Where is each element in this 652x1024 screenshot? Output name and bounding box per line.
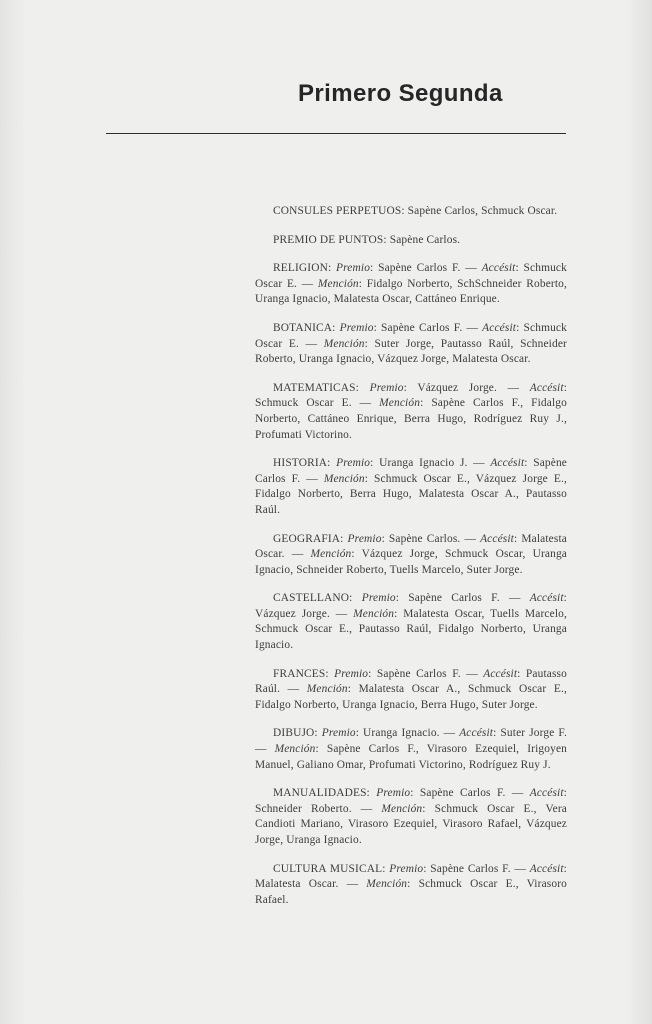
- subject-heading: MATEMATICAS:: [273, 381, 359, 394]
- award-text: : Vázquez Jorge. —: [255, 592, 567, 620]
- subject-heading: PREMIO DE PUNTOS:: [273, 233, 387, 246]
- award-category-label: Premio: [389, 862, 424, 875]
- subject-heading: BOTANICA:: [273, 321, 336, 334]
- award-category-label: Accésit: [459, 727, 494, 740]
- award-category-label: Mención: [366, 878, 408, 891]
- award-text: : Sapène Carlos. —: [381, 532, 481, 545]
- award-text: : Schmuck Oscar E., Vázquez Jorge E., Fidalgo Norberto, Berra Hugo, Malatesta Oscar A., Pautasso Raúl.: [255, 472, 567, 516]
- award-category-label: Premio: [339, 321, 374, 334]
- subject-heading: DIBUJO:: [273, 727, 318, 740]
- award-text: : Sapène Carlos F. —: [373, 321, 483, 334]
- award-category-label: Accésit: [529, 862, 564, 875]
- awards-list: [255, 204, 567, 921]
- award-category-label: Mención: [310, 548, 352, 561]
- award-text: : Malatesta Oscar A., Schmuck Oscar E., Fidalgo Norberto, Uranga Ignacio, Berra Hugo, Suter Jorge.: [255, 683, 567, 711]
- award-category-label: Premio: [376, 787, 411, 800]
- award-text: : Schmuck Oscar E. —: [255, 321, 567, 350]
- award-paragraph: [255, 726, 567, 773]
- award-text: : Sapène Carlos F. —: [255, 457, 568, 485]
- award-text: : Suter Jorge F. —: [255, 727, 567, 756]
- award-paragraph: [255, 321, 567, 368]
- award-paragraph: [255, 862, 567, 909]
- award-paragraph: [255, 786, 567, 848]
- award-text: : Schmuck Oscar E., Vera Candioti Mariano, Virasoro Ezequiel, Virasoro Rafael, Vázquez Jorge, Uranga Ignacio.: [255, 802, 567, 846]
- award-category-label: Accésit: [529, 787, 564, 800]
- title-rule: [106, 133, 566, 134]
- award-paragraph: [255, 591, 567, 653]
- award-paragraph: [255, 381, 567, 443]
- award-text: : Sapène Carlos F. —: [370, 262, 482, 275]
- subject-heading: CASTELLANO:: [273, 592, 353, 605]
- award-text: : Schmuck Oscar E. —: [255, 381, 568, 410]
- award-category-label: Accésit: [482, 321, 517, 334]
- award-paragraph: [255, 204, 567, 220]
- award-category-label: Mención: [353, 607, 395, 620]
- award-text: : Vázquez Jorge, Schmuck Oscar, Uranga Ignacio, Schneider Roberto, Tuells Marcelo, Suter Jorge.: [255, 548, 568, 576]
- award-text: : Uranga Ignacio. —: [355, 727, 460, 740]
- award-category-label: Mención: [317, 277, 359, 290]
- award-text: : Fidalgo Norberto, SchSchneider Roberto, Uranga Ignacio, Malatesta Oscar, Cattáneo Enrique.: [255, 277, 567, 306]
- subject-heading: HISTORIA:: [273, 457, 331, 470]
- award-text: : Malatesta Oscar. —: [255, 532, 567, 561]
- award-category-label: Mención: [323, 337, 365, 350]
- award-text: [359, 382, 370, 394]
- award-paragraph: [255, 456, 567, 518]
- award-category-label: Accésit: [481, 262, 516, 275]
- award-category-label: Premio: [321, 727, 356, 740]
- award-category-label: Premio: [369, 381, 404, 394]
- award-text: : Sapène Carlos F. —: [368, 667, 484, 680]
- award-text: Sapène Carlos, Schmuck Oscar.: [404, 205, 558, 217]
- award-category-label: Premio: [336, 262, 371, 275]
- award-category-label: Accésit: [529, 381, 564, 394]
- award-text: [352, 592, 361, 604]
- award-paragraph: [255, 261, 567, 308]
- award-category-label: Mención: [274, 743, 316, 756]
- award-text: : Vázquez Jorge. —: [403, 381, 530, 394]
- subject-heading: FRANCES:: [273, 667, 329, 680]
- subject-heading: MANUALIDADES:: [273, 787, 370, 800]
- award-category-label: Premio: [334, 667, 369, 680]
- subject-heading: CONSULES PERPETUOS:: [273, 205, 405, 217]
- award-category-label: Accésit: [529, 592, 564, 605]
- award-text: : Sapène Carlos F. —: [410, 787, 530, 800]
- award-text: : Sapène Carlos F. —: [395, 592, 530, 605]
- award-category-label: Premio: [347, 532, 382, 545]
- award-text: : Suter Jorge, Pautasso Raúl, Schneider Roberto, Uranga Ignacio, Vázquez Jorge, Malatesta Oscar.: [255, 337, 567, 366]
- award-text: : Uranga Ignacio J. —: [370, 457, 491, 470]
- award-text: : Malatesta Oscar, Tuells Marcelo, Schmuck Oscar E., Pautasso Raúl, Fidalgo Norberto, Uranga Ignacio.: [255, 607, 567, 652]
- award-category-label: Mención: [323, 472, 365, 485]
- page-title: Primero Segunda: [298, 80, 503, 107]
- award-text: Sapène Carlos.: [386, 233, 461, 246]
- award-text: : Pautasso Raúl. —: [255, 667, 567, 696]
- award-text: : Sapène Carlos F. —: [423, 862, 530, 875]
- subject-heading: RELIGION:: [273, 262, 332, 275]
- award-category-label: Accésit: [483, 667, 518, 680]
- award-paragraph: [255, 532, 567, 579]
- award-category-label: Premio: [336, 457, 371, 470]
- award-text: : Schmuck Oscar E., Virasoro Rafael.: [255, 878, 567, 906]
- award-category-label: Mención: [379, 397, 421, 410]
- award-category-label: Accésit: [480, 532, 514, 545]
- award-text: : Sapène Carlos F., Fidalgo Norberto, Cattáneo Enrique, Berra Hugo, Rodríguez Ruy J., Profumati Victorino.: [255, 397, 567, 441]
- award-text: : Sapène Carlos F., Virasoro Ezequiel, Irigoyen Manuel, Galiano Omar, Profumati Victorino, Rodríguez Ruy J.: [255, 743, 567, 771]
- award-paragraph: [255, 667, 567, 714]
- award-text: : Schneider Roberto. —: [255, 787, 567, 815]
- subject-heading: GEOGRAFIA:: [273, 532, 344, 545]
- award-text: : Schmuck Oscar E. —: [255, 262, 567, 290]
- award-text: : Malatesta Oscar. —: [255, 862, 567, 891]
- award-category-label: Accésit: [490, 457, 525, 470]
- award-category-label: Mención: [306, 683, 348, 696]
- award-paragraph: [255, 233, 567, 249]
- award-category-label: Premio: [361, 592, 396, 605]
- subject-heading: CULTURA MUSICAL:: [273, 862, 386, 875]
- award-category-label: Mención: [381, 802, 423, 815]
